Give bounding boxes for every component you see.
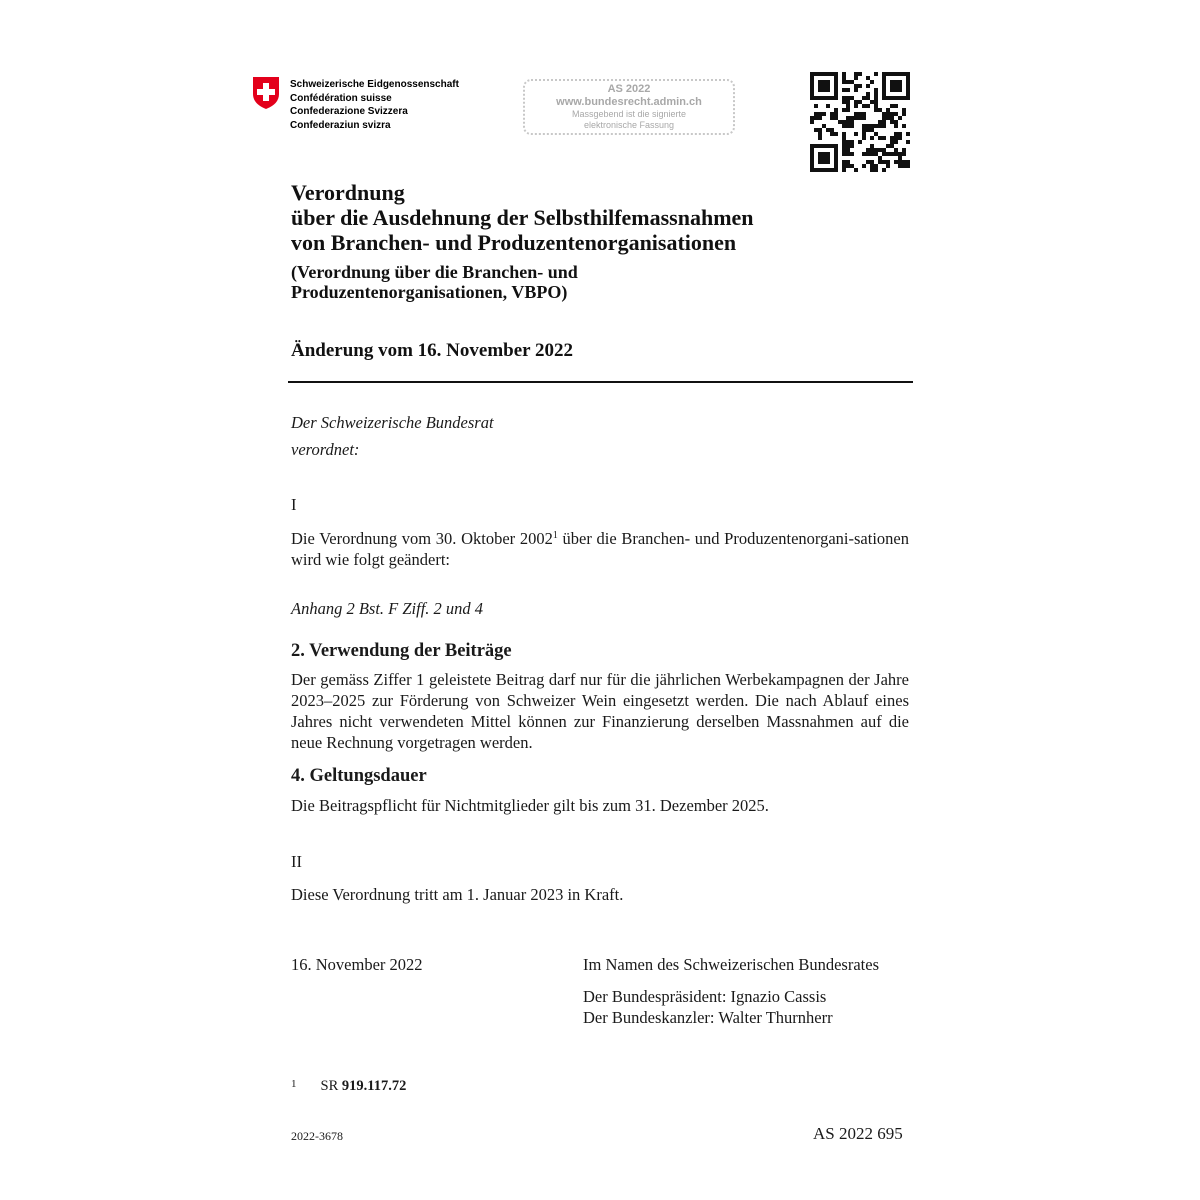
signature-block — [583, 954, 879, 1028]
stamp-as: AS 2022 — [607, 83, 651, 95]
annex-reference: Anhang 2 Bst. F Ziff. 2 und 4 — [291, 599, 484, 618]
publication-stamp — [523, 79, 735, 135]
signature-chancellor: Der Bundeskanzler: Walter Thurnherr — [583, 1008, 833, 1027]
heading-use-of-contributions: 2. Verwendung der Beiträge — [291, 641, 512, 661]
heading-validity: 4. Geltungsdauer — [291, 766, 427, 786]
intro-text: Die Verordnung vom 30. Oktober 2002 — [291, 529, 553, 548]
section-numeral-i: I — [291, 495, 297, 514]
qr-code-icon — [810, 72, 910, 172]
preamble-verb: verordnet: — [291, 440, 360, 459]
swiss-crest-logo — [252, 76, 280, 110]
swiss-cross-icon — [252, 76, 280, 110]
short-title — [291, 262, 578, 302]
title-line: über die Ausdehnung der Selbsthilfemassnahmen — [291, 205, 754, 230]
paragraph-entry-into-force: Diese Verordnung tritt am 1. Januar 2023 in Kraft. — [291, 885, 624, 904]
signature-president: Der Bundespräsident: Ignazio Cassis — [583, 987, 827, 1006]
footnote-number: 1 — [291, 1078, 297, 1090]
footnote-prefix: SR — [320, 1078, 342, 1094]
document-title — [291, 180, 754, 255]
intro-paragraph — [291, 528, 909, 570]
footnote — [291, 1078, 406, 1095]
qr-code[interactable] — [810, 72, 910, 172]
short-title-line: Produzentenorganisationen, VBPO) — [291, 282, 568, 302]
intro-text-cont: über die Branchen- und Produzentenorgani-sationen wird wie folgt geändert: — [291, 529, 909, 569]
paragraph-validity: Die Beitragspflicht für Nichtmitglieder gilt bis zum 31. Dezember 2025. — [291, 796, 769, 815]
confed-fr: Confédération suisse — [290, 92, 392, 104]
as-number: AS 2022 695 — [813, 1124, 903, 1143]
amendment-date: Änderung vom 16. November 2022 — [291, 340, 574, 361]
confederation-names — [290, 78, 459, 132]
stamp-url[interactable]: www.bundesrecht.admin.ch — [556, 96, 702, 108]
preamble — [291, 412, 494, 460]
signature-on-behalf: Im Namen des Schweizerischen Bundesrates — [583, 955, 879, 974]
signature-date: 16. November 2022 — [291, 955, 423, 974]
stamp-note-2: elektronische Fassung — [583, 120, 675, 130]
confed-de: Schweizerische Eidgenossenschaft — [290, 79, 459, 90]
document-number: 2022-3678 — [291, 1129, 343, 1143]
confed-it: Confederazione Svizzera — [290, 106, 408, 117]
stamp-note-1: Massgebend ist die signierte — [571, 109, 687, 119]
short-title-line: (Verordnung über die Branchen- und — [291, 262, 578, 282]
footnote-sr-number[interactable]: 919.117.72 — [341, 1078, 407, 1094]
title-divider — [288, 381, 913, 383]
title-line: von Branchen- und Produzentenorganisationen — [291, 230, 737, 255]
title-line: Verordnung — [291, 180, 405, 205]
section-numeral-ii: II — [291, 852, 302, 871]
confed-rm: Confederaziun svizra — [290, 119, 391, 131]
preamble-authority: Der Schweizerische Bundesrat — [291, 413, 494, 432]
footnote-reference[interactable]: 1 — [552, 530, 558, 541]
paragraph-use-of-contributions: Der gemäss Ziffer 1 geleistete Beitrag darf nur für die jährlichen Werbekampagnen der Jahre 2023–2025 zur Förderung von Schweizer Wein eingesetzt werden. Die nach Ablauf eines Jahres nicht verwendeten Mittel können zur Finanzierung derselben Massnahmen auf die neue Rechnung vorgetragen werden. — [291, 670, 909, 752]
